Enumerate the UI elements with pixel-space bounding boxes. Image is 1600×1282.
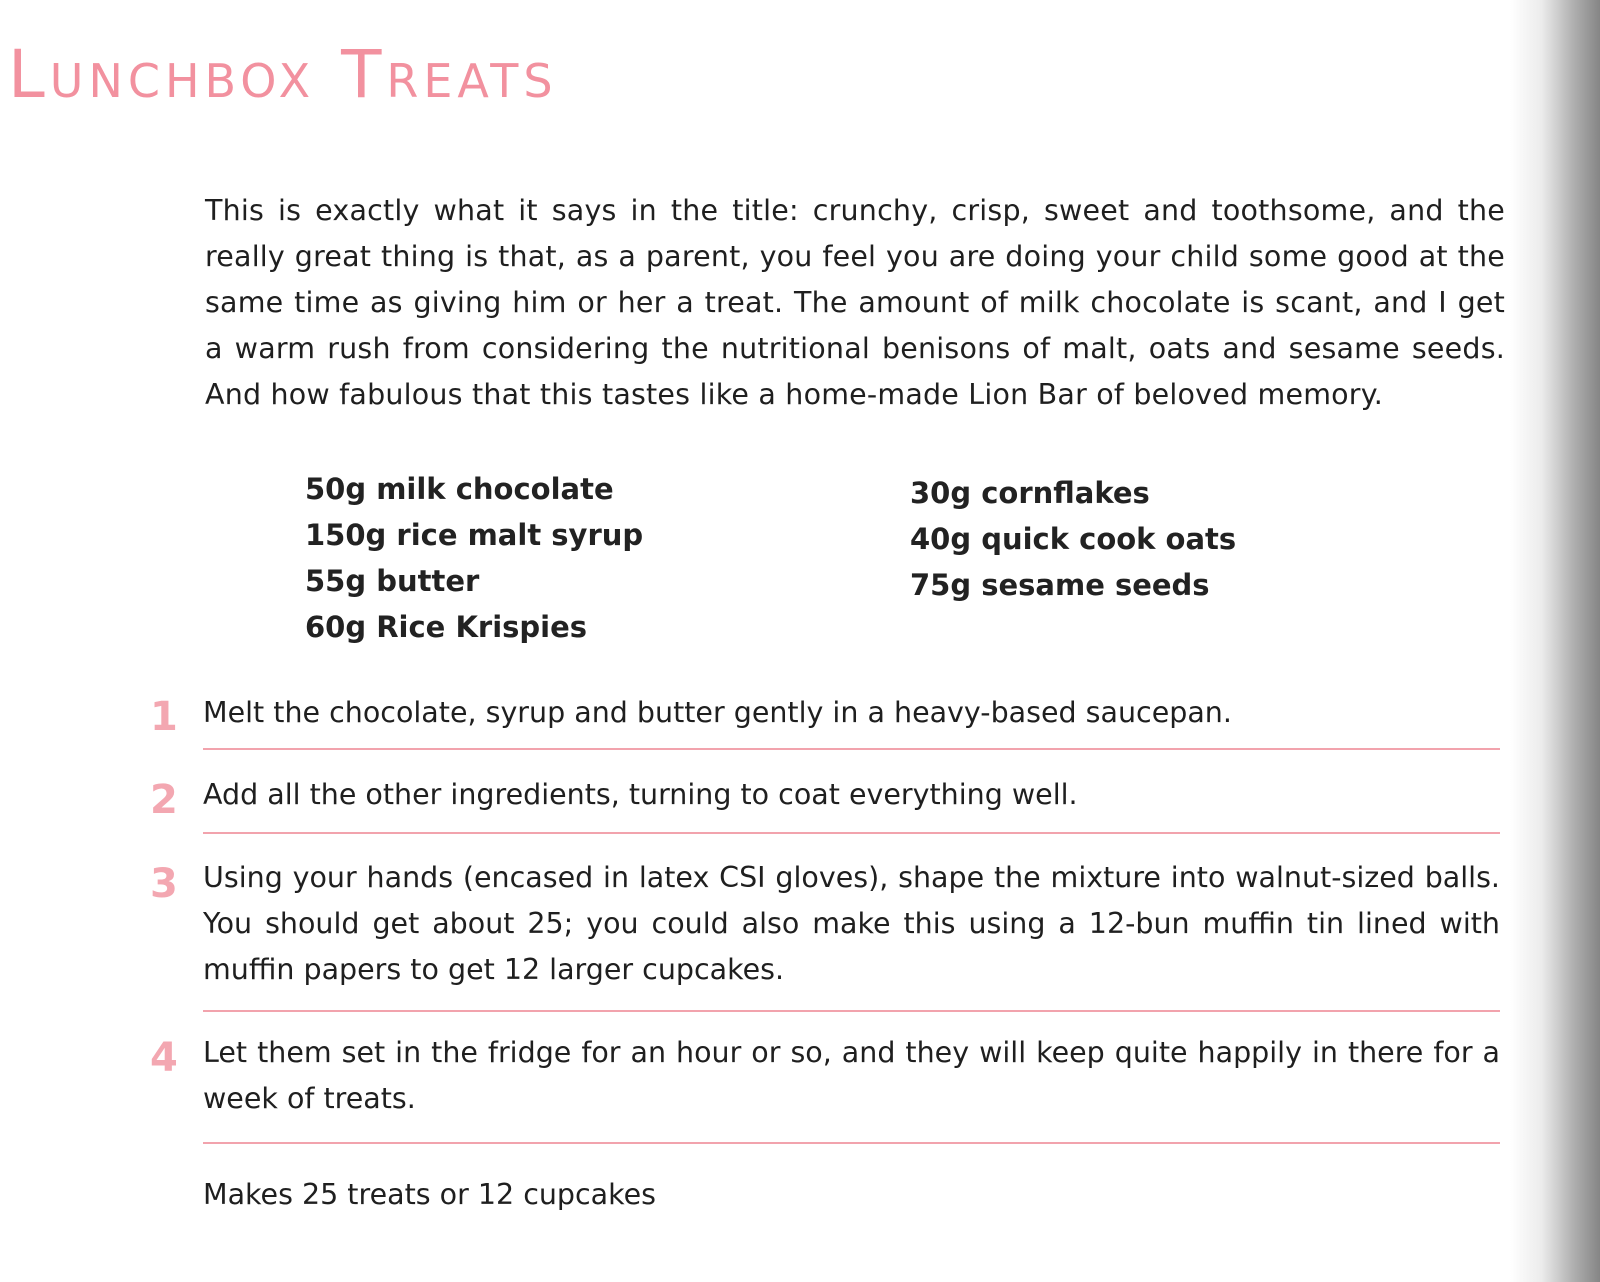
step-text: Add all the other ingredients, turning to coat everything well. [203, 778, 1078, 811]
step-divider [203, 832, 1500, 834]
page-gutter-shadow [1510, 0, 1600, 1282]
ingredient-item: 150g rice malt syrup [305, 518, 644, 552]
ingredient-item: 50g milk chocolate [305, 472, 614, 506]
ingredients-list-right [910, 470, 1236, 608]
step-number: 4 [150, 1035, 178, 1081]
ingredients-list-left [305, 466, 643, 650]
recipe-title: Lunchbox Treats [8, 36, 558, 113]
recipe-intro: This is exactly what it says in the title: crunchy, crisp, sweet and toothsome, and the really great thing is that, as a parent, you feel you are doing your child some good at the same time as giving him or her a treat. The amount of milk chocolate is scant, and I get a warm rush from considering the nutritional benisons of malt, oats and sesame seeds. And how fabulous that this tastes like a home-made Lion Bar of beloved memory. [205, 194, 1505, 411]
ingredient-item: 40g quick cook oats [910, 522, 1237, 556]
step-number: 1 [150, 694, 178, 740]
ingredient-item: 60g Rice Krispies [305, 610, 588, 644]
step-divider [203, 748, 1500, 750]
step-number: 2 [150, 777, 178, 823]
step-text: Let them set in the fridge for an hour or so, and they will keep quite happily in there for a week of treats. [203, 1036, 1500, 1115]
step-divider [203, 1010, 1500, 1012]
recipe-yield: Makes 25 treats or 12 cupcakes [203, 1178, 657, 1211]
ingredient-item: 30g cornflakes [910, 476, 1150, 510]
step-text: Melt the chocolate, syrup and butter gently in a heavy-based saucepan. [203, 696, 1232, 729]
step-number: 3 [150, 861, 178, 907]
step-text: Using your hands (encased in latex CSI gloves), shape the mixture into walnut-sized balls. You should get about 25; you could also make this using a 12-bun muffin tin lined with muffin papers to get 12 larger cupcakes. [203, 861, 1500, 986]
ingredient-item: 75g sesame seeds [910, 568, 1210, 602]
step-divider [203, 1142, 1500, 1144]
ingredient-item: 55g butter [305, 564, 480, 598]
